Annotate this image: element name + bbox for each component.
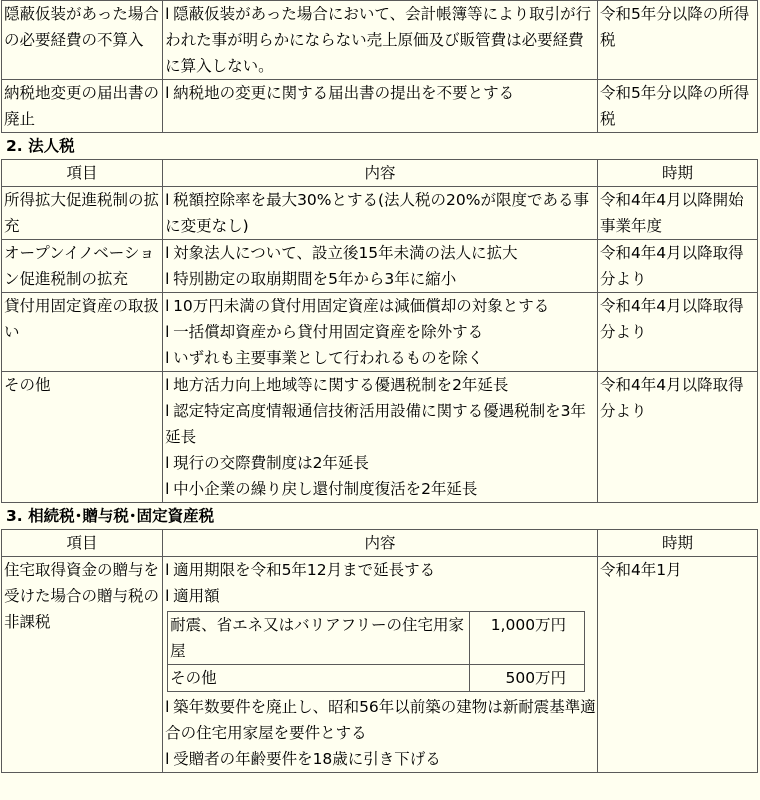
header-period: 時期 xyxy=(597,530,757,557)
table-header-row xyxy=(2,530,758,557)
content-line xyxy=(165,1,597,79)
row-item: 所得拡大促進税制の拡充 xyxy=(2,187,163,240)
row-content xyxy=(163,80,598,133)
content-text: 受贈者の年齢要件を18歳に引き下げる xyxy=(173,750,441,768)
bullet-mark: l xyxy=(165,297,170,315)
content-text: 中小企業の繰り戻し還付制度復活を2年延長 xyxy=(173,480,478,498)
row-item: その他 xyxy=(2,372,163,503)
bullet-mark: l xyxy=(165,376,170,394)
content-text: 納税地の変更に関する届出書の提出を不要とする xyxy=(173,84,515,102)
content-line xyxy=(165,450,597,476)
content-line xyxy=(165,746,597,772)
section-title-inheritance-tax: 3. 相続税･贈与税･固定資産税 xyxy=(6,507,215,525)
row-period: 令和4年1月 xyxy=(597,557,757,773)
amount-row xyxy=(168,665,585,692)
content-line xyxy=(165,266,597,292)
header-item: 項目 xyxy=(2,160,163,187)
row-item: オープンイノベーション促進税制の拡充 xyxy=(2,240,163,293)
content-text: 隠蔽仮装があった場合において、会計帳簿等により取引が行われた事が明らかにならない売上原価及び販管費は必要経費に算入しない。 xyxy=(165,5,592,75)
content-text: 地方活力向上地域等に関する優遇税制を2年延長 xyxy=(173,376,509,394)
table-corporate-tax xyxy=(1,159,758,503)
section-title-corporate-tax: 2. 法人税 xyxy=(6,137,75,155)
content-text: 適用額 xyxy=(173,587,220,605)
amount-value: 1,000万円 xyxy=(470,612,585,665)
row-content xyxy=(163,1,598,80)
row-period: 令和4年4月以降取得分より xyxy=(597,293,757,372)
row-item: 貸付用固定資産の取扱い xyxy=(2,293,163,372)
content-text: 適用期限を令和5年12月まで延長する xyxy=(173,561,436,579)
table-row xyxy=(2,293,758,372)
bullet-mark: l xyxy=(165,750,170,768)
table-row xyxy=(2,80,758,133)
bullet-mark: l xyxy=(165,5,170,23)
content-text: 特別勘定の取崩期間を5年から3年に縮小 xyxy=(173,270,457,288)
row-period: 令和4年4月以降取得分より xyxy=(597,240,757,293)
content-text: 税額控除率を最大30%とする(法人税の20%が限度である事に変更なし) xyxy=(165,191,590,235)
table-header-row xyxy=(2,160,758,187)
row-content xyxy=(163,293,598,372)
bullet-mark: l xyxy=(165,402,170,420)
content-line xyxy=(165,694,597,746)
row-item: 住宅取得資金の贈与を受けた場合の贈与税の非課税 xyxy=(2,557,163,773)
content-text: 現行の交際費制度は2年延長 xyxy=(173,454,369,472)
amount-row xyxy=(168,612,585,665)
table-row xyxy=(2,1,758,80)
bullet-mark: l xyxy=(165,84,170,102)
content-text: いずれも主要事業として行われるものを除く xyxy=(173,349,484,367)
content-text: 認定特定高度情報通信技術活用設備に関する優遇税制を3年延長 xyxy=(165,402,586,446)
bullet-mark: l xyxy=(165,191,170,209)
content-line xyxy=(165,398,597,450)
row-content xyxy=(163,557,598,773)
row-period: 令和4年4月以降開始事業年度 xyxy=(597,187,757,240)
row-content xyxy=(163,187,598,240)
bullet-mark: l xyxy=(165,587,170,605)
row-period: 令和5年分以降の所得税 xyxy=(597,1,757,80)
content-line xyxy=(165,345,597,371)
table-row xyxy=(2,557,758,773)
amount-label: その他 xyxy=(168,665,470,692)
content-text: 築年数要件を廃止し、昭和56年以前築の建物は新耐震基準適合の住宅用家屋を要件とする xyxy=(165,698,596,742)
table-row xyxy=(2,372,758,503)
header-period: 時期 xyxy=(597,160,757,187)
table-inheritance-tax xyxy=(1,529,758,773)
content-line xyxy=(165,319,597,345)
table-row xyxy=(2,187,758,240)
bullet-mark: l xyxy=(165,454,170,472)
row-period: 令和4年4月以降取得分より xyxy=(597,372,757,503)
bullet-mark: l xyxy=(165,561,170,579)
content-line xyxy=(165,476,597,502)
row-item: 納税地変更の届出書の廃止 xyxy=(2,80,163,133)
bullet-mark: l xyxy=(165,244,170,262)
bullet-mark: l xyxy=(165,323,170,341)
header-content: 内容 xyxy=(163,530,598,557)
table-income-tax xyxy=(1,0,758,133)
content-line xyxy=(165,187,597,239)
bullet-mark: l xyxy=(165,480,170,498)
table-row xyxy=(2,240,758,293)
content-text: 10万円未満の貸付用固定資産は減価償却の対象とする xyxy=(173,297,550,315)
content-text: 一括償却資産から貸付用固定資産を除外する xyxy=(173,323,484,341)
header-item: 項目 xyxy=(2,530,163,557)
row-content xyxy=(163,372,598,503)
row-content xyxy=(163,240,598,293)
content-line xyxy=(165,293,597,319)
amount-value: 500万円 xyxy=(470,665,585,692)
content-line xyxy=(165,80,597,106)
bullet-mark: l xyxy=(165,270,170,288)
content-text: 対象法人について、設立後15年未満の法人に拡大 xyxy=(173,244,518,262)
content-line xyxy=(165,240,597,266)
content-line xyxy=(165,583,597,609)
row-item: 隠蔽仮装があった場合の必要経費の不算入 xyxy=(2,1,163,80)
content-line xyxy=(165,557,597,583)
bullet-mark: l xyxy=(165,349,170,367)
row-period: 令和5年分以降の所得税 xyxy=(597,80,757,133)
bullet-mark: l xyxy=(165,698,170,716)
header-content: 内容 xyxy=(163,160,598,187)
amount-table xyxy=(167,611,585,692)
content-line xyxy=(165,372,597,398)
amount-label: 耐震、省エネ又はバリアフリーの住宅用家屋 xyxy=(168,612,470,665)
